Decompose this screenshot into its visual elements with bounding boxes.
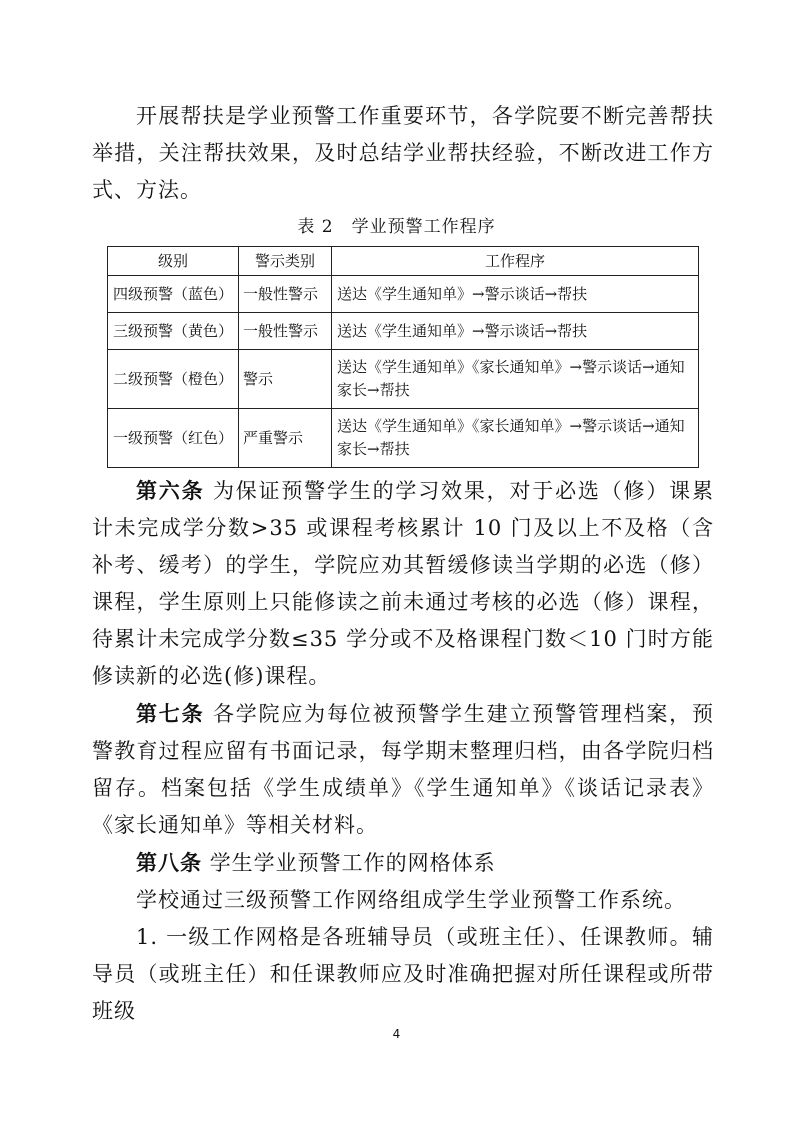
article-6-text: 为保证预警学生的学习效果，对于必选（修）课累计未完成学分数>35 或课程考核累计 10 门及以上不及格（含补考、缓考）的学生，学院应劝其暂缓修读当学期的必选（修）课程，学生原则上只能修读之前未通过考核的必选（修）课程，待累计未完成学分数≤35 学分或不及格课程门数＜10 门时方能修读新的必选(修)课程。 — [92, 479, 714, 688]
table-caption: 表 2 学业预警工作程序 — [297, 217, 496, 237]
cell-type: 一般性警示 — [239, 276, 332, 313]
cell-procedure: 送达《学生通知单》→警示谈话→帮扶 — [332, 276, 699, 313]
warning-procedure-table — [107, 246, 699, 468]
table-row — [108, 276, 699, 313]
cell-procedure: 送达《学生通知单》《家长通知单》→警示谈话→通知家长→帮扶 — [332, 409, 699, 468]
intro-paragraph: 开展帮扶是学业预警工作重要环节，各学院要不断完善帮扶举措，关注帮扶效果，及时总结学业帮扶经验，不断改进工作方式、方法。 — [92, 104, 714, 202]
article-6-paragraph — [92, 473, 714, 695]
article-7-text: 各学院应为每位被预警学生建立预警管理档案，预警教育过程应留有书面记录，每学期末整理归档，由各学院归档留存。档案包括《学生成绩单》《学生通知单》《谈话记录表》《家长通知单》等相关材料。 — [92, 702, 714, 837]
cell-type: 一般性警示 — [239, 313, 332, 350]
table-row — [108, 350, 699, 409]
cell-procedure: 送达《学生通知单》《家长通知单》→警示谈话→通知家长→帮扶 — [332, 350, 699, 409]
cell-level: 二级预警（橙色） — [108, 350, 239, 409]
article-8-paragraph-2: 1. 一级工作网格是各班辅导员（或班主任）、任课教师。辅导员（或班主任）和任课教师应及时准确把握对所任课程或所带班级 — [92, 925, 714, 1023]
table-header-row — [108, 247, 699, 276]
article-6-title: 第六条 — [136, 479, 205, 503]
cell-type: 严重警示 — [239, 409, 332, 468]
article-8-title: 第八条 — [136, 851, 202, 875]
table-row — [108, 409, 699, 468]
page-number: 4 — [392, 1027, 401, 1041]
header-procedure: 工作程序 — [332, 247, 699, 276]
article-7-title: 第七条 — [136, 702, 205, 726]
article-8-paragraph-1: 学校通过三级预警工作网络组成学生学业预警工作系统。 — [136, 888, 686, 912]
header-level: 级别 — [108, 247, 239, 276]
cell-level: 三级预警（黄色） — [108, 313, 239, 350]
article-8-text: 学生学业预警工作的网格体系 — [209, 851, 496, 875]
article-7-paragraph — [92, 696, 714, 844]
cell-level: 一级预警（红色） — [108, 409, 239, 468]
cell-level: 四级预警（蓝色） — [108, 276, 239, 313]
cell-procedure: 送达《学生通知单》→警示谈话→帮扶 — [332, 313, 699, 350]
table-row — [108, 313, 699, 350]
cell-type: 警示 — [239, 350, 332, 409]
header-type: 警示类别 — [239, 247, 332, 276]
article-8-heading — [92, 845, 714, 882]
